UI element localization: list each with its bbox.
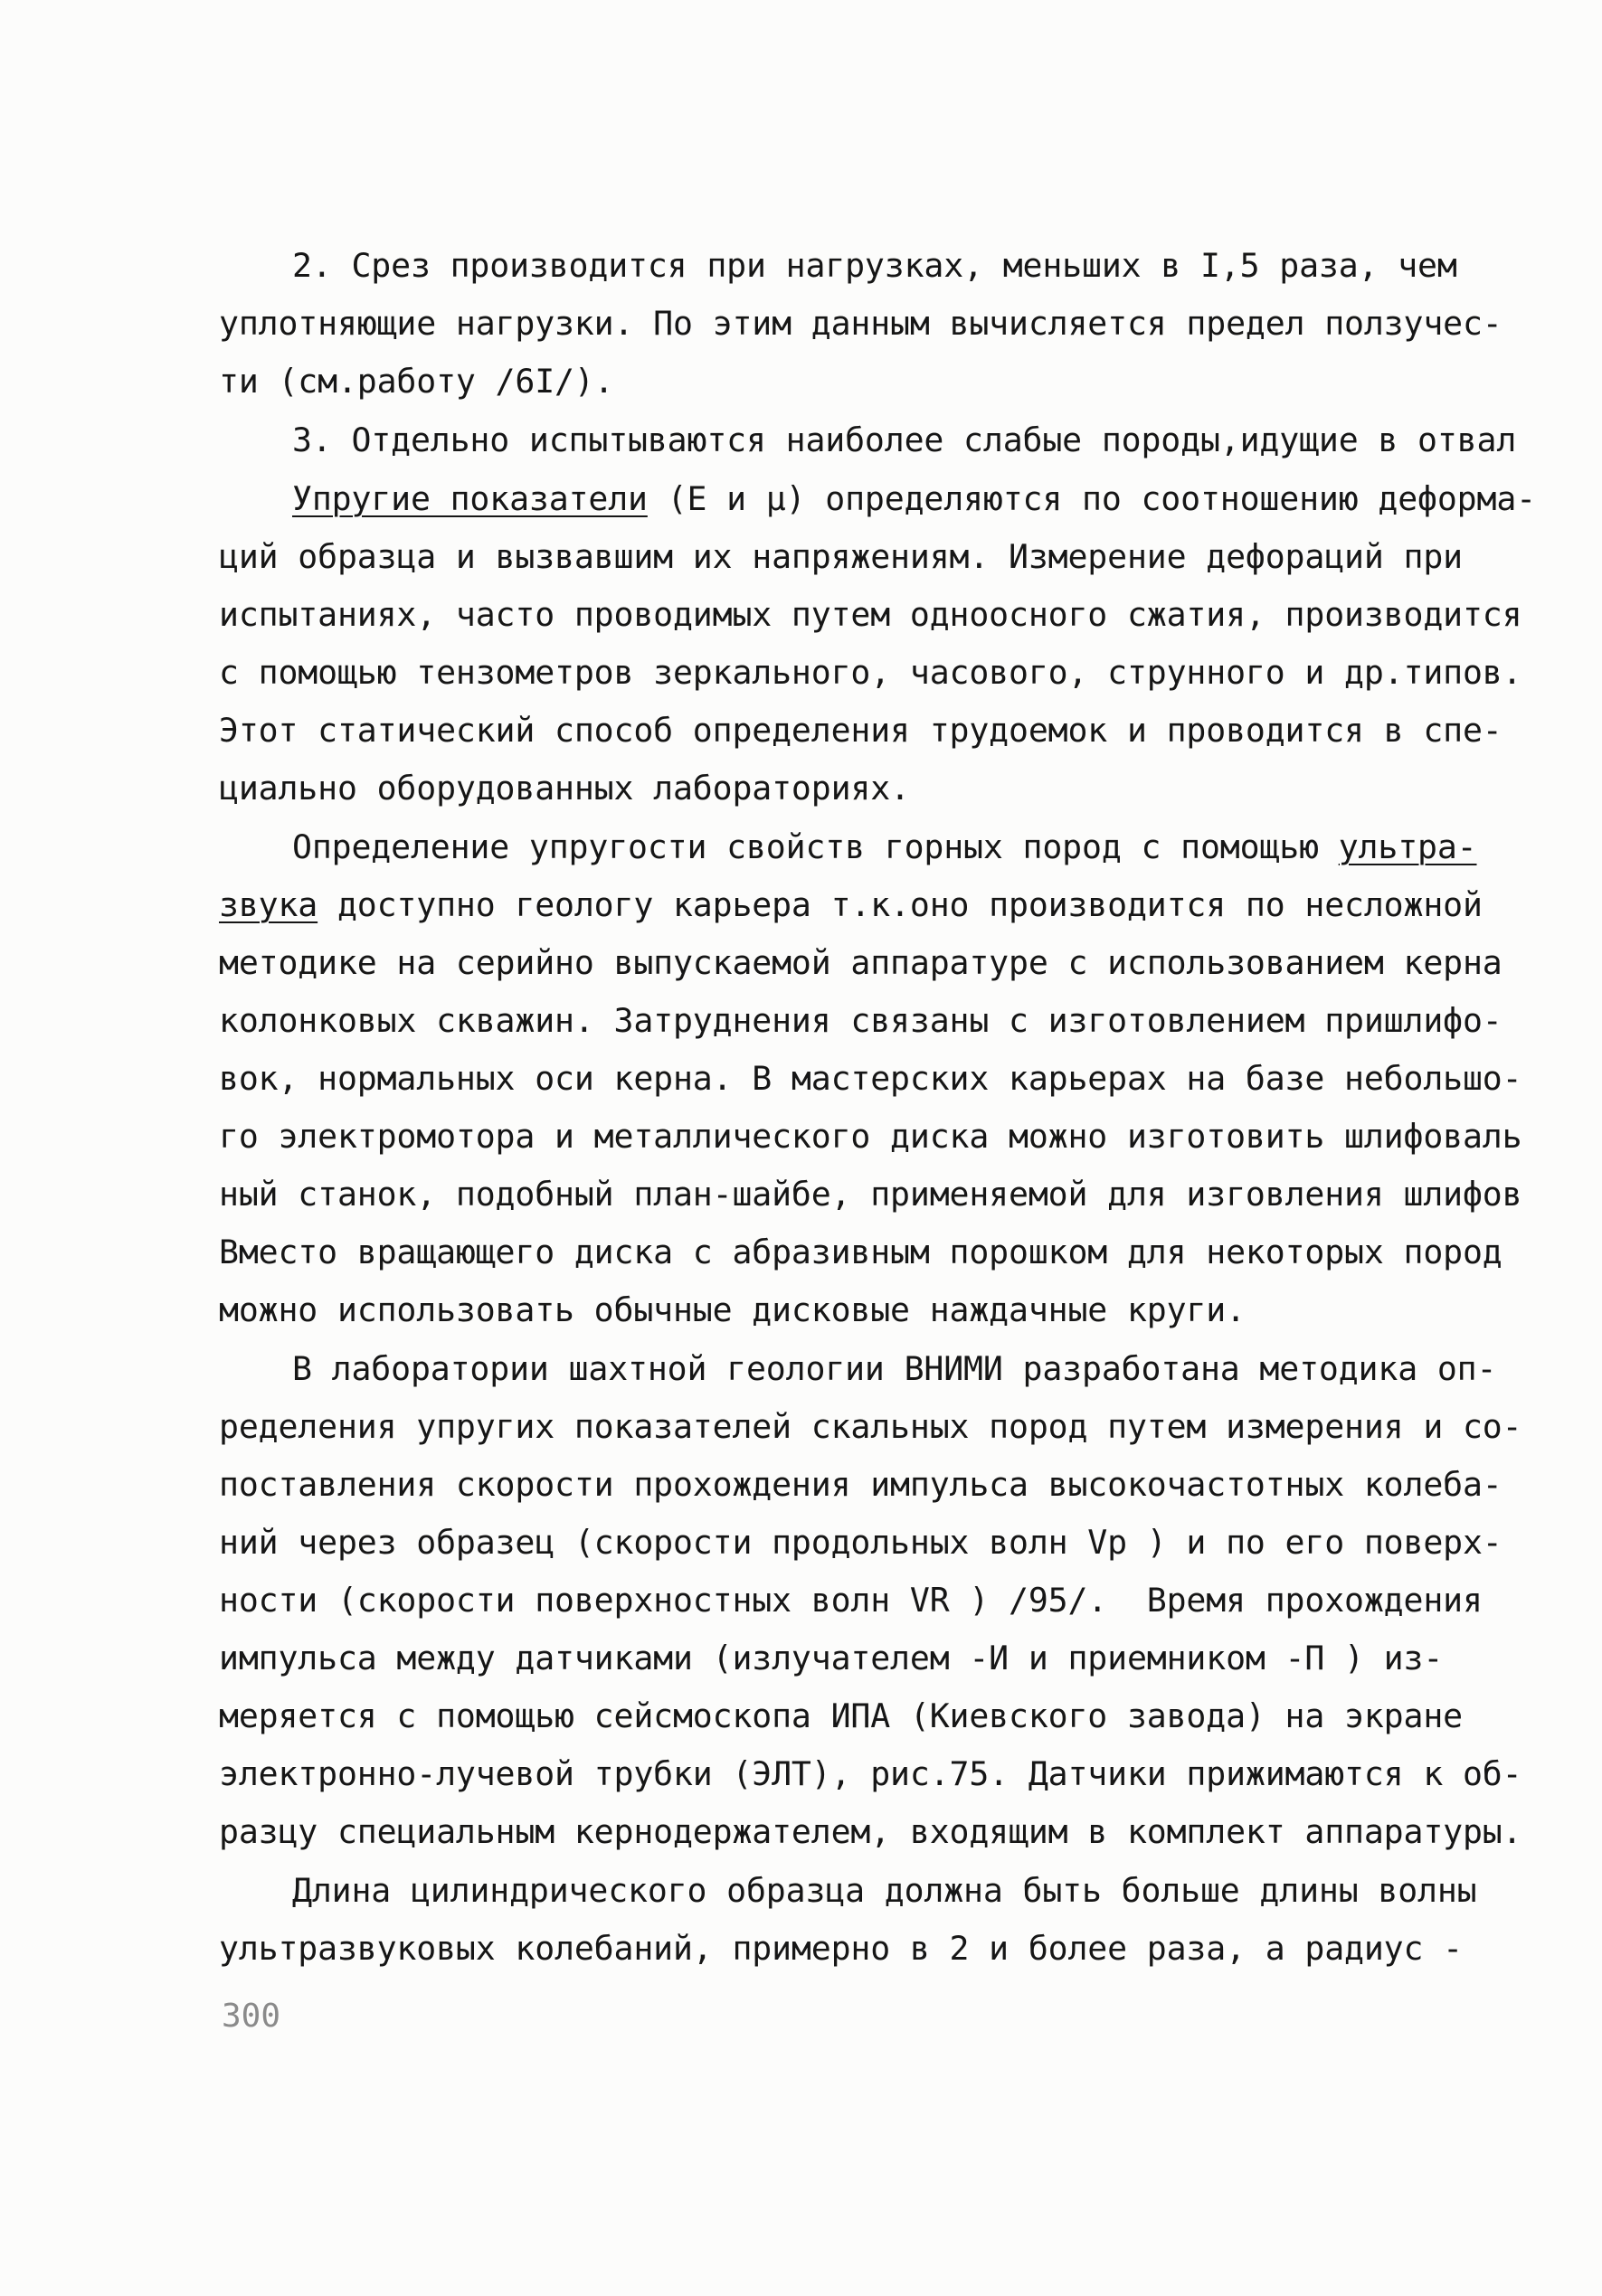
- text-line: [292, 479, 1536, 519]
- text-line: го электромотора и металлического диска можно изготовить шлифоваль: [219, 1117, 1522, 1156]
- text-line: вок, нормальных оси керна. В мастерских карьерах на базе небольшо-: [219, 1059, 1522, 1098]
- underlined-term: ультра-: [1338, 827, 1477, 866]
- text-line: ределения упругих показателей скальных пород путем измерения и со-: [219, 1407, 1522, 1446]
- text-fragment: доступно геологу карьера т.к.оно производится по несложной: [318, 885, 1483, 924]
- underlined-term: звука: [219, 885, 318, 924]
- text-line: [219, 885, 1483, 925]
- underlined-term: Упругие показатели: [292, 479, 648, 518]
- text-line: ций образца и вызвавшим их напряжениям. Измерение дефораций при: [219, 537, 1463, 576]
- text-fragment: (Е и μ) определяются по соотношению деформа-: [647, 479, 1536, 518]
- text-line: испытаниях, часто проводимых путем одноосного сжатия, производится: [219, 595, 1522, 634]
- text-line: ний через образец (скорости продольных волн Vp ) и по его поверх-: [219, 1523, 1502, 1562]
- text-line: ти (см.работу /6I/).: [219, 362, 614, 401]
- text-line: 2. Срез производится при нагрузках, меньших в I,5 раза, чем: [292, 246, 1457, 285]
- text-line: ный станок, подобный план-шайбе, применяемой для изговления шлифов: [219, 1175, 1522, 1214]
- text-line: с помощью тензометров зеркального, часового, струнного и др.типов.: [219, 653, 1522, 692]
- text-line: электронно-лучевой трубки (ЭЛТ), рис.75. Датчики прижимаются к об-: [219, 1754, 1522, 1793]
- text-line: [292, 827, 1477, 867]
- text-line: Вместо вращающего диска с абразивным порошком для некоторых пород: [219, 1233, 1502, 1271]
- text-line: Этот статический способ определения трудоемок и проводится в спе-: [219, 711, 1502, 750]
- text-line: ности (скорости поверхностных волн VR ) /95/. Время прохождения: [219, 1581, 1483, 1620]
- page-number: 300: [222, 1998, 281, 2035]
- text-line: ультразвуковых колебаний, примерно в 2 и более раза, а радиус -: [219, 1929, 1463, 1968]
- text-line: колонковых скважин. Затруднения связаны с изготовлением пришлифо-: [219, 1001, 1502, 1040]
- text-fragment: Определение упругости свойств горных пород с помощью: [292, 827, 1339, 866]
- text-line: разцу специальным кернодержателем, входящим в комплект аппаратуры.: [219, 1812, 1522, 1851]
- text-line: поставления скорости прохождения импульса высокочастотных колеба-: [219, 1465, 1502, 1504]
- text-line: методике на серийно выпускаемой аппаратуре с использованием керна: [219, 943, 1502, 982]
- text-line: 3. Отдельно испытываются наиболее слабые породы,идущие в отвал: [292, 420, 1517, 459]
- text-line: можно использовать обычные дисковые наждачные круги.: [219, 1290, 1246, 1329]
- text-line: циально оборудованных лабораториях.: [219, 769, 910, 808]
- text-line: уплотняющие нагрузки. По этим данным вычисляется предел ползучес-: [219, 304, 1502, 343]
- text-line: меряется с помощью сейсмоскопа ИПА (Киевского завода) на экране: [219, 1696, 1463, 1735]
- text-line: Длина цилиндрического образца должна быть больше длины волны: [292, 1871, 1477, 1910]
- text-line: В лаборатории шахтной геологии ВНИМИ разработана методика оп-: [292, 1349, 1497, 1388]
- text-line: импульса между датчиками (излучателем -И и приемником -П ) из-: [219, 1639, 1444, 1677]
